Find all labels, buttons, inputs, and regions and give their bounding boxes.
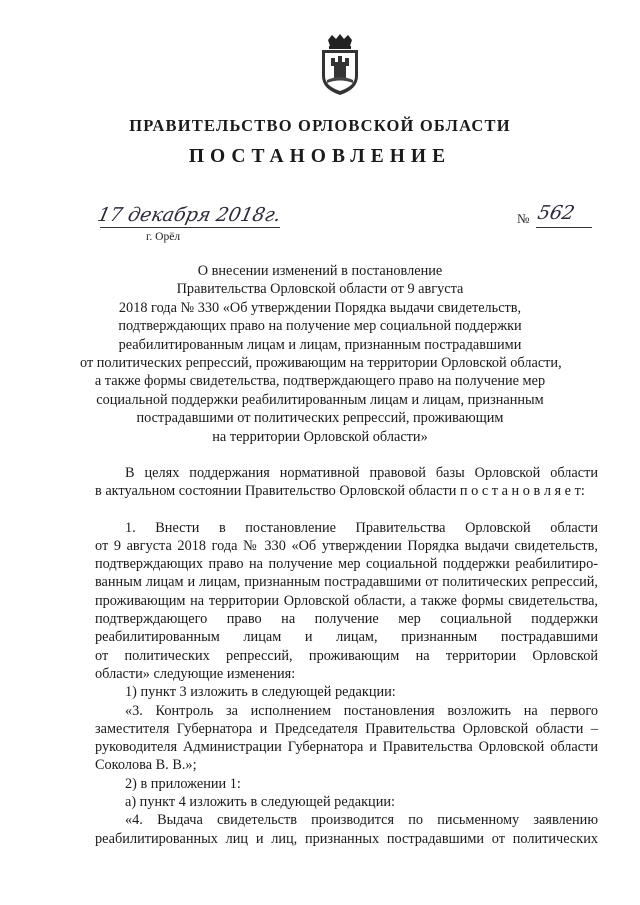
title-line: пострадавшими от политических репрессий, проживающим (136, 410, 504, 427)
item1-line: области» следующие изменения: (95, 665, 296, 682)
title-line: подтверждающих право на получение мер социальной поддержки (118, 318, 522, 335)
title-line: на территории Орловской области» (212, 428, 428, 445)
government-name: ПРАВИТЕЛЬСТВО ОРЛОВСКОЙ ОБЛАСТИ (129, 116, 511, 135)
item1-line: подтверждающего право на получение мер социальной поддержки (95, 611, 598, 628)
date-underline (100, 227, 280, 228)
quote4-line: «4. Выдача свидетельств производится по письменному заявлению (125, 812, 598, 829)
title-line: социальной поддержки реабилитированным лицам и лицам, признанным (96, 391, 544, 408)
title-line: О внесении изменений в постановление (197, 263, 443, 279)
quote3-line: заместителя Губернатора и Председателя Правительства Орловской области – (95, 720, 598, 737)
document-body (95, 464, 598, 848)
handwritten-date: 17 декабря 2018г. (95, 204, 283, 226)
subitem-1: 1) пункт 3 изложить в следующей редакции: (125, 684, 396, 701)
item1-line: реабилитированным лицам и лицам, признанным пострадавшими (95, 629, 598, 646)
coat-of-arms-icon (318, 34, 362, 96)
number-underline (536, 227, 592, 228)
title-line: Правительства Орловской области от 9 августа (176, 281, 464, 298)
item1-line: ванным лицам и лицам, признанным пострадавшими от политических репрессий, (95, 574, 598, 591)
preamble-line: В целях поддержания нормативной правовой базы Орловской области (125, 465, 598, 481)
title-line: а также формы свидетельства, подтверждающего право на получение мер (94, 373, 546, 390)
item1-line: подтверждающих право на получение мер социальной поддержки реабилитиро- (95, 556, 598, 573)
item1-line: от политических репрессий, проживающим на территории Орловской (95, 647, 598, 664)
subitem-2a: а) пункт 4 изложить в следующей редакции: (125, 794, 395, 811)
document-title (80, 262, 560, 446)
item1-line: 1. Внести в постановление Правительства Орловской области (125, 519, 598, 536)
subitem-2: 2) в приложении 1: (125, 775, 241, 792)
title-line: 2018 года № 330 «Об утверждении Порядка выдачи свидетельств, (118, 299, 522, 316)
quote4-line: реабилитированных лиц и лиц, признанных пострадавшими от политических (95, 830, 598, 847)
preamble-line: в актуальном состоянии Правительство Орловской области п о с т а н о в л я е т: (95, 483, 585, 500)
city-label: г. Орёл (146, 231, 181, 243)
quote3-line: «3. Контроль за исполнением постановления возложить на первого (125, 702, 598, 719)
quote3-line: руководителя Администрации Губернатора и Правительства Орловской области (95, 739, 598, 756)
quote3-line: Соколова В. В.»; (95, 757, 197, 774)
title-line: реабилитированным лицам и лицам, признанным пострадавшими (118, 336, 522, 353)
number-label: № (517, 211, 530, 226)
item1-line: от 9 августа 2018 года № 330 «Об утверждении Порядка выдачи свидетельств, (95, 537, 598, 554)
document-type: ПОСТАНОВЛЕНИЕ (188, 146, 452, 167)
handwritten-number: 562 (535, 202, 577, 224)
item1-line: проживающим на территории Орловской области, а также формы свидетельства, (95, 592, 598, 609)
title-line: от политических репрессий, проживающим на территории Орловской области, (80, 355, 562, 372)
